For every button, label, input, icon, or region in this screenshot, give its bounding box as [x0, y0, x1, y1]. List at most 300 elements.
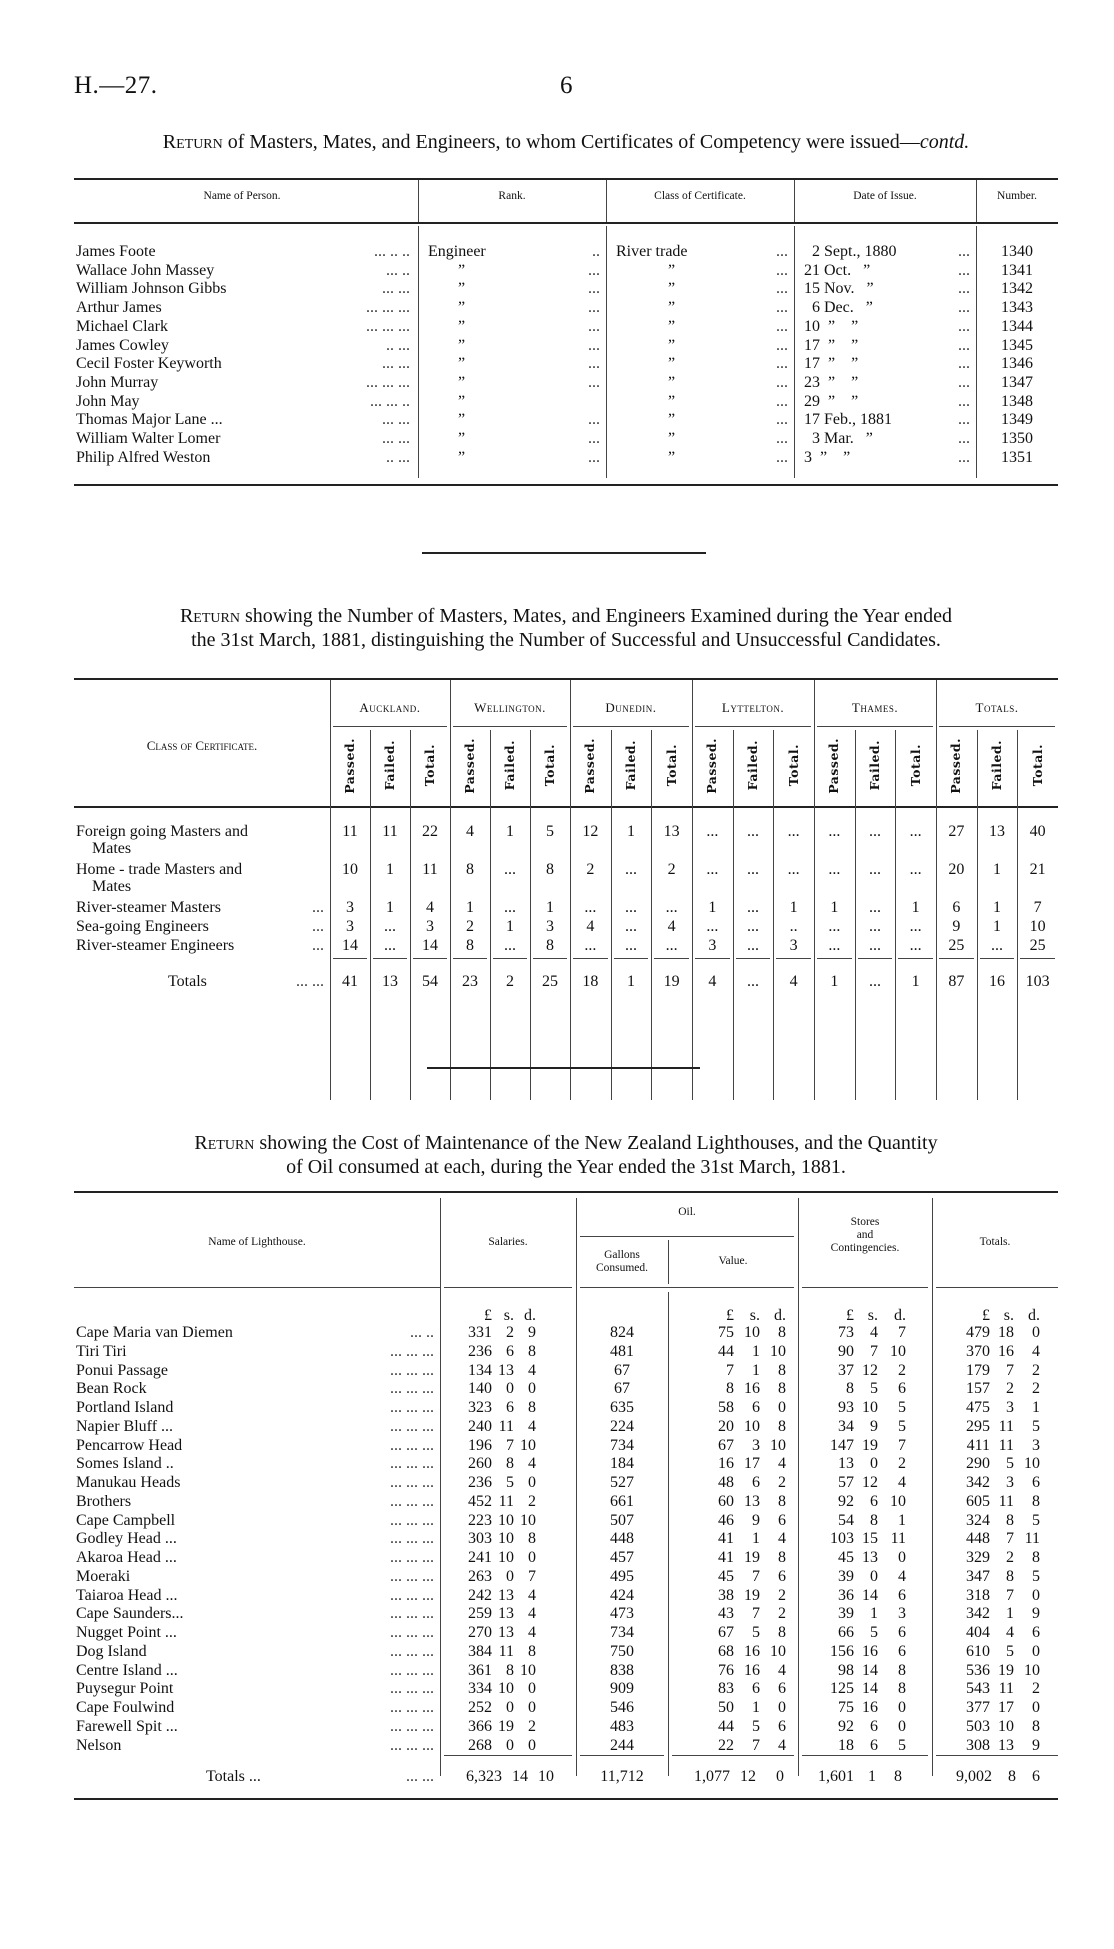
oil-value-amount: 48: [718, 1474, 734, 1491]
lighthouse-name: Ponui Passage: [76, 1361, 168, 1379]
salary-amount: 0: [528, 1380, 536, 1398]
header-divider: [580, 1287, 794, 1288]
oil-value-amount: 6: [752, 1680, 760, 1698]
table-rule: [74, 484, 1058, 486]
count-cell: 10: [1029, 918, 1046, 935]
header-divider: [672, 1755, 794, 1756]
oil-value-amount: 8: [778, 1380, 786, 1398]
totals-header: Totals.: [979, 1236, 1011, 1248]
class-of-certificate-header: Class of Certificate.: [146, 738, 258, 753]
count-cell: ...: [384, 937, 396, 954]
lighthouse-name: Farewell Spit ...: [76, 1717, 178, 1735]
count-cell: ...: [384, 918, 396, 935]
count-cell: 3: [346, 918, 354, 935]
region-header: Lyttelton.: [721, 700, 785, 715]
salary-amount: 13: [498, 1605, 514, 1623]
salary-amount: 0: [528, 1736, 536, 1754]
count-cell: 1: [830, 899, 839, 916]
leader-dots: ... ..: [410, 1324, 434, 1341]
leader-dots: ... ... ...: [390, 1474, 434, 1491]
salary-amount: 0: [506, 1567, 514, 1585]
total-amount: 4: [1032, 1342, 1040, 1360]
stores-amount: 39: [838, 1605, 854, 1623]
gallons-consumed: 424: [610, 1586, 634, 1604]
total-amount: 10: [1024, 1661, 1040, 1679]
column-header: Name of Person.: [203, 190, 281, 202]
oil-value-amount: 43: [718, 1605, 734, 1623]
leader-dots: ...: [588, 299, 600, 317]
total-amount: 370: [966, 1342, 990, 1360]
count-cell: ...: [624, 918, 637, 935]
stores-amount: 4: [870, 1324, 878, 1341]
subcolumn-header: Passed.: [462, 738, 477, 794]
count-cell: ...: [746, 937, 759, 954]
totals-label: Totals ...: [206, 1768, 261, 1785]
total-amount: 347: [966, 1567, 990, 1585]
stores-amount: 12: [862, 1474, 878, 1491]
column-divider: [418, 226, 419, 478]
total-cell: 16: [988, 973, 1005, 990]
leader-dots: ...: [958, 430, 970, 447]
oil-header: Oil.: [678, 1206, 696, 1218]
salary-amount: 10: [520, 1436, 536, 1454]
total-amount: 3: [1006, 1474, 1014, 1491]
stores-amount: 0: [870, 1567, 878, 1585]
total-amount: 11: [1024, 1530, 1040, 1548]
leader-dots: ...: [776, 299, 788, 317]
table-rule: [74, 678, 1058, 680]
stores-amount: 5: [898, 1417, 906, 1435]
lighthouse-name: Cape Maria van Diemen: [76, 1324, 233, 1341]
total-cell: 13: [382, 973, 398, 990]
column-header: Rank.: [498, 190, 526, 202]
salary-amount: 8: [528, 1642, 536, 1660]
count-cell: ...: [624, 899, 637, 916]
stores-amount: 0: [898, 1699, 906, 1716]
lighthouse-name: Cape Saunders...: [76, 1605, 184, 1623]
issue-date: 29 ” ”: [804, 392, 859, 410]
count-cell: 3: [426, 918, 434, 935]
stores-amount: 5: [870, 1380, 878, 1398]
salary-amount: 10: [520, 1511, 536, 1529]
subcolumn-header: Passed.: [582, 738, 598, 794]
leader-dots: ...: [958, 243, 970, 260]
lighthouse-name: Dog Island: [76, 1642, 147, 1660]
rank: ”: [458, 317, 466, 335]
header-divider: [444, 1755, 572, 1756]
salary-amount: 0: [506, 1380, 514, 1398]
region-header: Totals.: [975, 700, 1019, 715]
oil-value-amount: 50: [718, 1699, 734, 1716]
salaries-total-shillings: 14: [512, 1768, 528, 1785]
header-divider: [74, 1287, 440, 1288]
oil-value-amount: 19: [744, 1586, 760, 1604]
oil-value-amount: 7: [752, 1736, 760, 1754]
grand-total-pence: 6: [1032, 1768, 1040, 1785]
person-name: James Cowley: [76, 336, 169, 354]
certificate-number: 1347: [1001, 373, 1033, 391]
header-divider: [802, 1287, 928, 1288]
salary-amount: 8: [528, 1399, 536, 1416]
stores-amount: 75: [838, 1699, 854, 1716]
stores-amount: 39: [838, 1567, 854, 1585]
header-divider: [939, 958, 974, 959]
oil-value-amount: 2: [778, 1474, 786, 1491]
issue-date: 23 ” ”: [804, 373, 859, 391]
stores-amount: 6: [870, 1736, 878, 1754]
leader-dots: ... ...: [406, 1768, 434, 1785]
gallons-consumed: 507: [610, 1511, 634, 1529]
oil-value-amount: 17: [744, 1455, 760, 1473]
oil-value-amount: 16: [744, 1642, 760, 1660]
count-cell: ..: [789, 918, 798, 935]
class-label: Home - trade Masters and: [76, 861, 243, 878]
header-divider: [980, 958, 1015, 959]
stores-header-line3: Contingencies.: [830, 1242, 900, 1254]
salary-amount: 7: [528, 1567, 536, 1585]
salary-amount: 6: [506, 1399, 514, 1416]
count-cell: 8: [546, 861, 554, 878]
salary-amount: 0: [528, 1474, 536, 1491]
total-amount: 342: [966, 1474, 990, 1491]
salary-amount: 260: [468, 1455, 492, 1473]
total-amount: 179: [966, 1361, 990, 1379]
count-cell: ...: [624, 937, 637, 954]
lighthouse-name: Manukau Heads: [76, 1474, 181, 1491]
total-amount: 3: [1006, 1399, 1014, 1416]
salary-amount: 270: [468, 1624, 492, 1641]
header-divider: [736, 958, 771, 959]
stores-amount: 5: [870, 1624, 878, 1641]
header-divider: [898, 958, 933, 959]
salary-amount: 7: [506, 1436, 514, 1454]
stores-amount: 45: [838, 1549, 854, 1566]
oil-value-amount: 41: [718, 1549, 734, 1566]
oil-value-amount: 38: [718, 1586, 734, 1604]
leader-dots: ... ... ...: [390, 1436, 434, 1454]
count-cell: 11: [382, 823, 398, 840]
oil-value-amount: 0: [778, 1399, 786, 1416]
person-name: William Johnson Gibbs: [76, 280, 227, 298]
total-cell: 1: [911, 973, 920, 990]
column-divider: [450, 680, 451, 1100]
class-label: Foreign going Masters and: [76, 823, 248, 840]
leader-dots: ... ...: [296, 973, 324, 990]
count-cell: 2: [466, 918, 474, 935]
salary-amount: 11: [498, 1492, 514, 1510]
region-header: Auckland.: [359, 700, 421, 715]
count-cell: 20: [948, 861, 965, 878]
total-amount: 543: [966, 1680, 990, 1698]
stores-amount: 54: [838, 1511, 854, 1529]
total-amount: 10: [1024, 1455, 1040, 1473]
salary-amount: 4: [528, 1624, 536, 1641]
oil-value-amount: 8: [778, 1549, 786, 1566]
currency-unit-label: s.: [503, 1307, 514, 1324]
oil-value-amount: 0: [778, 1699, 786, 1716]
certificate-class: ”: [668, 280, 676, 298]
stores-total-pence: 8: [894, 1768, 902, 1785]
oil-value-amount: 68: [718, 1642, 734, 1660]
salary-amount: 241: [468, 1549, 492, 1566]
count-cell: ...: [584, 899, 597, 916]
gallons-consumed: 67: [614, 1380, 630, 1398]
lighthouse-name: Napier Bluff ...: [76, 1417, 174, 1435]
oil-value-amount: 8: [778, 1361, 786, 1379]
leader-dots: ... ... ...: [390, 1567, 434, 1585]
person-name: John Murray: [76, 373, 159, 391]
oil-value-amount: 4: [778, 1455, 786, 1473]
oil-value-amount: 8: [778, 1324, 786, 1341]
certificate-number: 1345: [1001, 336, 1033, 354]
header-divider: [614, 958, 649, 959]
salary-amount: 140: [468, 1380, 492, 1398]
salary-amount: 242: [468, 1586, 492, 1604]
leader-dots: ...: [312, 937, 324, 954]
stores-amount: 156: [830, 1642, 854, 1660]
salary-amount: 5: [506, 1474, 514, 1491]
total-amount: 16: [998, 1342, 1014, 1360]
person-name: Philip Alfred Weston: [76, 448, 211, 466]
person-name: William Walter Lomer: [76, 430, 221, 447]
stores-amount: 8: [898, 1680, 906, 1698]
lighthouses-table-title: [74, 1131, 1058, 1179]
title-body: showing the Cost of Maintenance of the New Zealand Lighthouses, and the Quantity: [254, 1132, 938, 1154]
total-amount: 377: [966, 1699, 990, 1716]
count-cell: ...: [787, 861, 800, 878]
oil-value-amount: 6: [778, 1717, 786, 1735]
total-amount: 605: [966, 1492, 990, 1510]
total-amount: 411: [966, 1436, 990, 1454]
stores-amount: 19: [862, 1436, 878, 1454]
certificate-class: ”: [668, 317, 676, 335]
total-amount: 18: [998, 1324, 1014, 1341]
total-cell: 2: [506, 973, 514, 990]
count-cell: 3: [708, 937, 717, 954]
stores-amount: 2: [898, 1455, 906, 1473]
subcolumn-header: Failed.: [745, 740, 760, 791]
salary-amount: 11: [498, 1642, 514, 1660]
total-amount: 324: [966, 1511, 990, 1529]
oil-value-amount: 45: [718, 1567, 734, 1585]
oil-value-amount: 7: [752, 1567, 760, 1585]
rank: Engineer: [428, 243, 486, 260]
stores-amount: 10: [862, 1399, 878, 1416]
salary-amount: 323: [468, 1399, 492, 1416]
header-divider: [654, 958, 689, 959]
total-amount: 8: [1032, 1549, 1040, 1566]
salary-amount: 223: [468, 1511, 492, 1529]
gallons-consumed: 734: [610, 1624, 634, 1641]
column-header: Class of Certificate.: [654, 190, 746, 202]
lighthouse-name: Taiaroa Head ...: [76, 1586, 178, 1604]
stores-amount: 98: [838, 1661, 854, 1679]
count-cell: 4: [426, 899, 434, 916]
oil-value-amount: 2: [778, 1605, 786, 1623]
salary-amount: 236: [468, 1474, 492, 1491]
total-amount: 290: [966, 1455, 990, 1473]
salary-amount: 0: [528, 1699, 536, 1716]
stores-amount: 37: [838, 1361, 854, 1379]
leader-dots: ...: [958, 373, 970, 391]
leader-dots: ...: [958, 336, 970, 354]
gallons-consumed: 734: [610, 1436, 634, 1454]
total-amount: 0: [1032, 1699, 1040, 1716]
count-cell: 11: [342, 823, 358, 840]
leader-dots: ... ...: [382, 411, 410, 429]
oil-value-amount: 58: [718, 1399, 734, 1416]
total-amount: 475: [966, 1399, 990, 1416]
count-cell: 1: [626, 823, 635, 840]
stores-amount: 10: [890, 1342, 906, 1360]
total-amount: 0: [1032, 1586, 1040, 1604]
oil-value-amount: 6: [778, 1680, 786, 1698]
total-amount: 5: [1032, 1511, 1040, 1529]
oil-value-amount: 13: [744, 1492, 760, 1510]
oil-value-amount: 10: [770, 1342, 786, 1360]
leader-dots: ...: [588, 280, 600, 298]
stores-amount: 34: [838, 1417, 854, 1435]
total-amount: 7: [1006, 1361, 1014, 1379]
total-amount: 19: [998, 1661, 1014, 1679]
salary-amount: 252: [468, 1699, 492, 1716]
salary-amount: 2: [506, 1324, 514, 1341]
person-name: Michael Clark: [76, 317, 168, 335]
count-cell: ...: [828, 937, 841, 954]
count-cell: 1: [992, 899, 1001, 916]
oil-value-amount: 2: [778, 1586, 786, 1604]
column-divider: [692, 680, 693, 1100]
column-divider: [798, 1198, 799, 1776]
total-amount: 1: [1032, 1399, 1040, 1416]
leader-dots: ...: [776, 336, 788, 354]
total-amount: 11: [998, 1417, 1014, 1435]
oil-value-amount: 7: [726, 1361, 734, 1379]
oil-value-amount: 44: [718, 1717, 734, 1735]
salary-amount: 10: [498, 1680, 514, 1698]
header-divider: [1020, 958, 1055, 959]
leader-dots: ... ... ...: [390, 1699, 434, 1716]
header-divider: [333, 726, 447, 727]
stores-amount: 14: [862, 1661, 878, 1679]
column-divider: [606, 226, 607, 478]
subcolumn-header: Passed.: [948, 738, 964, 794]
header-divider: [802, 1755, 928, 1756]
leader-dots: ... ... ...: [390, 1642, 434, 1660]
stores-amount: 4: [898, 1567, 906, 1585]
table-rule: [74, 178, 1058, 180]
total-amount: 308: [966, 1736, 990, 1754]
stores-amount: 3: [898, 1605, 906, 1623]
total-amount: 8: [1006, 1567, 1014, 1585]
stores-amount: 9: [870, 1417, 878, 1435]
count-cell: 22: [422, 823, 438, 840]
subcolumn-header: Passed.: [826, 738, 842, 794]
gallons-consumed: 483: [610, 1717, 634, 1735]
lighthouse-name: Cape Campbell: [76, 1511, 176, 1529]
oil-value-amount: 1: [752, 1699, 760, 1716]
table-rule: [74, 1798, 1058, 1800]
salary-amount: 13: [498, 1361, 514, 1379]
leader-dots: ... ... ...: [366, 373, 410, 391]
salary-amount: 236: [468, 1342, 492, 1360]
leader-dots: ...: [776, 261, 788, 279]
total-amount: 2: [1032, 1361, 1040, 1379]
gallons-total: 11,712: [600, 1768, 644, 1785]
salary-amount: 268: [468, 1736, 492, 1754]
leader-dots: ...: [776, 243, 788, 260]
leader-dots: ...: [776, 448, 788, 466]
gallons-consumed: 909: [610, 1680, 634, 1698]
count-cell: 40: [1029, 823, 1046, 840]
stores-amount: 1: [870, 1605, 878, 1623]
leader-dots: ...: [776, 280, 788, 298]
total-amount: 329: [966, 1549, 990, 1566]
count-cell: ...: [828, 861, 841, 878]
gallons-consumed: 824: [610, 1324, 634, 1341]
total-amount: 4: [1006, 1624, 1014, 1641]
lighthouse-name: Nelson: [76, 1736, 122, 1754]
grand-total-shillings: 8: [1008, 1768, 1016, 1785]
region-header: Dunedin.: [605, 700, 657, 715]
issue-date: 17 ” ”: [804, 336, 859, 354]
stores-amount: 57: [838, 1474, 854, 1491]
salary-amount: 0: [528, 1680, 536, 1698]
stores-amount: 11: [890, 1530, 906, 1548]
subcolumn-header: Failed.: [502, 740, 517, 791]
leader-dots: ... ... ...: [390, 1624, 434, 1641]
column-header: Date of Issue.: [853, 190, 917, 202]
issue-date: 6 Dec. ”: [812, 299, 873, 317]
count-cell: 14: [422, 937, 438, 954]
count-cell: 4: [667, 918, 676, 935]
leader-dots: ... ... ...: [366, 317, 410, 335]
oil-value-amount: 16: [744, 1661, 760, 1679]
gallons-consumed: 244: [610, 1736, 634, 1754]
gallons-consumed: 457: [610, 1549, 634, 1566]
leader-dots: ...: [588, 373, 600, 391]
person-name: Cecil Foster Keyworth: [76, 355, 222, 373]
section-divider: [427, 1067, 700, 1069]
count-cell: 9: [952, 918, 961, 935]
total-cell: 25: [542, 973, 558, 990]
certificate-class: ”: [668, 392, 676, 410]
salary-amount: 240: [468, 1417, 492, 1435]
count-cell: ...: [828, 918, 841, 935]
count-cell: 27: [948, 823, 965, 840]
total-amount: 157: [966, 1380, 990, 1398]
count-cell: 1: [506, 823, 514, 840]
count-cell: 1: [992, 861, 1001, 878]
certificate-number: 1340: [1001, 243, 1033, 260]
total-amount: 17: [998, 1699, 1014, 1716]
total-amount: 13: [998, 1736, 1014, 1754]
count-cell: 7: [1033, 899, 1042, 916]
count-cell: 1: [789, 899, 798, 916]
person-name: Thomas Major Lane ...: [76, 411, 223, 429]
header-divider: [453, 726, 567, 727]
currency-unit-label: d.: [524, 1307, 536, 1324]
salary-amount: 0: [528, 1549, 536, 1566]
total-amount: 2: [1006, 1380, 1014, 1398]
stores-amount: 93: [838, 1399, 854, 1416]
oil-value-amount: 6: [752, 1399, 760, 1416]
stores-amount: 18: [838, 1736, 854, 1754]
subcolumn-header: Total.: [663, 744, 679, 787]
total-cell: 4: [789, 973, 798, 990]
leader-dots: ... ... ...: [390, 1399, 434, 1416]
gallons-consumed: 635: [610, 1399, 634, 1416]
